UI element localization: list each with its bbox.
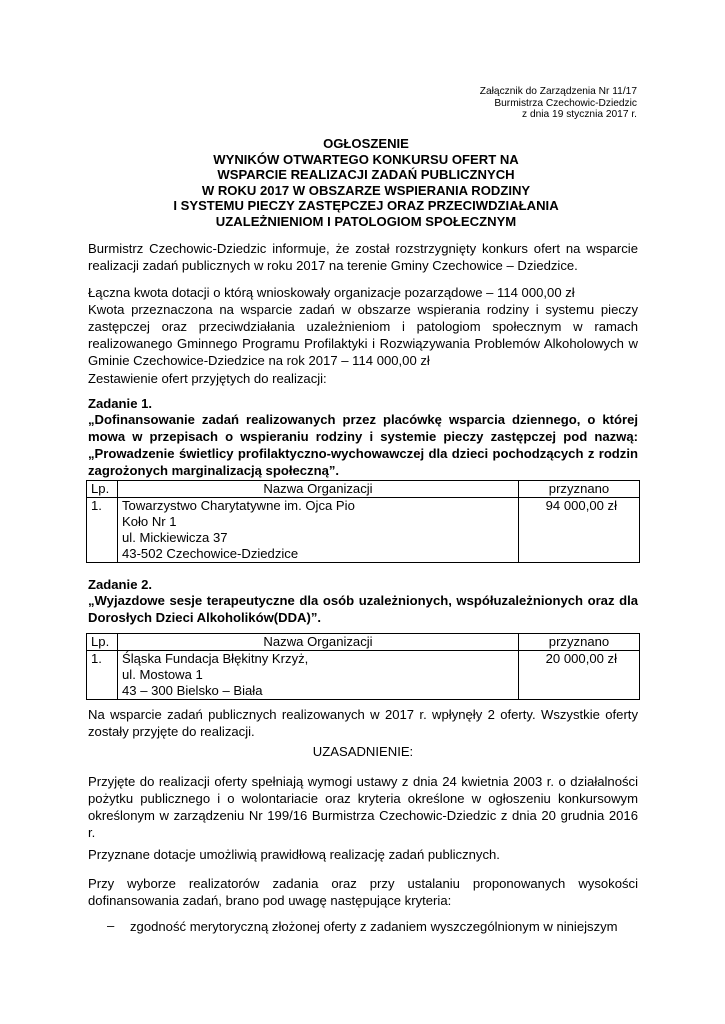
row-org — [118, 651, 519, 700]
org-line-3: 43 – 300 Bielsko – Biała — [122, 683, 263, 698]
task2-heading: Zadanie 2. — [88, 577, 153, 592]
total-allocated: Kwota przeznaczona na wsparcie zadań w obszarze wspierania rodziny i systemu pieczy zastępczej oraz przeciwdziałania uzależnieniom i patologiom społecznym w ramach realizowanego Gminnego Programu Profilaktyki i Rozwiązywania Problemów Alkoholowych w Gminie Czechowice-Dziedzice na rok 2017 – 114 000,00 zł — [88, 302, 638, 368]
summary-heading: Zestawienie ofert przyjętych do realizacji: — [88, 371, 327, 386]
header-lp: Lp. — [87, 481, 118, 498]
org-line-4: 43-502 Czechowice-Dziedzice — [122, 546, 299, 561]
annex-note — [337, 86, 637, 121]
table-row — [87, 498, 640, 563]
task1-description: „Dofinansowanie zadań realizowanych przez placówkę wsparcia dziennego, o której mowa w przepisach o wspieraniu rodziny i systemie pieczy zastępczej pod nazwą: „Prowadzenie świetlicy profilaktyczno-wychowawczej dla dzieci pochodzących z rodzin zagrożonych marginalizacją społeczną”. — [88, 412, 638, 478]
title-line-5: I SYSTEMU PIECZY ZASTĘPCZEJ ORAZ PRZECIWDZIAŁANIA — [173, 198, 559, 214]
list-bullet: – — [107, 918, 115, 933]
org-line-2: ul. Mostowa 1 — [122, 667, 203, 682]
header-amount: przyznano — [519, 634, 640, 651]
header-org: Nazwa Organizacji — [118, 481, 519, 498]
org-line-3: ul. Mickiewicza 37 — [122, 530, 228, 545]
grants-info: Przyznane dotacje umożliwią prawidłową realizację zadań publicznych. — [88, 847, 500, 862]
task2-table — [86, 633, 640, 700]
document-title — [82, 136, 650, 230]
criteria-intro: Przy wyborze realizatorów zadania oraz przy ustalaniu proponowanych wysokości dofinansowania zadań, brano pod uwagę następujące kryteria: — [88, 876, 638, 908]
annex-line-1: Załącznik do Zarządzenia Nr 11/17 — [479, 86, 637, 97]
title-line-3: WSPARCIE REALIZACJI ZADAŃ PUBLICZNYCH — [217, 167, 515, 183]
row-amount: 20 000,00 zł — [519, 651, 640, 700]
table-header-row — [87, 481, 640, 498]
total-requested: Łączna kwota dotacji o którą wnioskowały organizacje pozarządowe – 114 000,00 zł — [88, 285, 575, 300]
annex-line-3: z dnia 19 stycznia 2017 r. — [522, 109, 637, 120]
task1-heading: Zadanie 1. — [88, 396, 153, 411]
title-line-2: WYNIKÓW OTWARTEGO KONKURSU OFERT NA — [213, 151, 519, 167]
criteria-item: zgodność merytoryczną złożonej oferty z zadaniem wyszczególnionym w niniejszym — [130, 919, 618, 934]
task1-table — [86, 480, 640, 563]
table-header-row — [87, 634, 640, 651]
org-line-1: Śląska Fundacja Błękitny Krzyż, — [122, 651, 309, 666]
org-line-1: Towarzystwo Charytatywne im. Ojca Pio — [122, 498, 355, 513]
offers-info: Na wsparcie zadań publicznych realizowanych w 2017 r. wpłynęły 2 oferty. Wszystkie oferty zostały przyjęte do realizacji. — [88, 707, 638, 739]
title-line-1: OGŁOSZENIE — [323, 136, 409, 151]
justification-paragraph: Przyjęte do realizacji oferty spełniają wymogi ustawy z dnia 24 kwietnia 2003 r. o działalności pożytku publicznego i o wolontariacie oraz kryteria określone w ogłoszeniu konkursowym określonym w zarządzeniu Nr 199/16 Burmistrza Czechowic-Dziedzic z dnia 20 grudnia 2016 r. — [88, 774, 638, 840]
intro-paragraph: Burmistrz Czechowic-Dziedzic informuje, że został rozstrzygnięty konkurs ofert na wsparcie realizacji zadań publicznych w roku 2017 na terenie Gminy Czechowice – Dziedzice. — [88, 241, 638, 273]
justification-heading: UZASADNIENIE: — [312, 744, 414, 759]
header-lp: Lp. — [87, 634, 118, 651]
header-org: Nazwa Organizacji — [118, 634, 519, 651]
annex-line-2: Burmistrza Czechowic-Dziedzic — [494, 97, 637, 109]
table-row — [87, 651, 640, 700]
row-amount: 94 000,00 zł — [519, 498, 640, 563]
title-line-4: W ROKU 2017 W OBSZARZE WSPIERANIA RODZINY — [201, 182, 531, 198]
task2-description: „Wyjazdowe sesje terapeutyczne dla osób uzależnionych, współuzależnionych oraz dla Dorosłych Dzieci Alkoholików(DDA)”. — [88, 593, 638, 625]
row-lp: 1. — [87, 498, 118, 563]
org-line-2: Koło Nr 1 — [122, 514, 177, 529]
row-lp: 1. — [87, 651, 118, 700]
header-amount: przyznano — [519, 481, 640, 498]
title-line-6: UZALEŻNIENIOM I PATOLOGIOM SPOŁECZNYM — [215, 213, 517, 229]
row-org — [118, 498, 519, 563]
